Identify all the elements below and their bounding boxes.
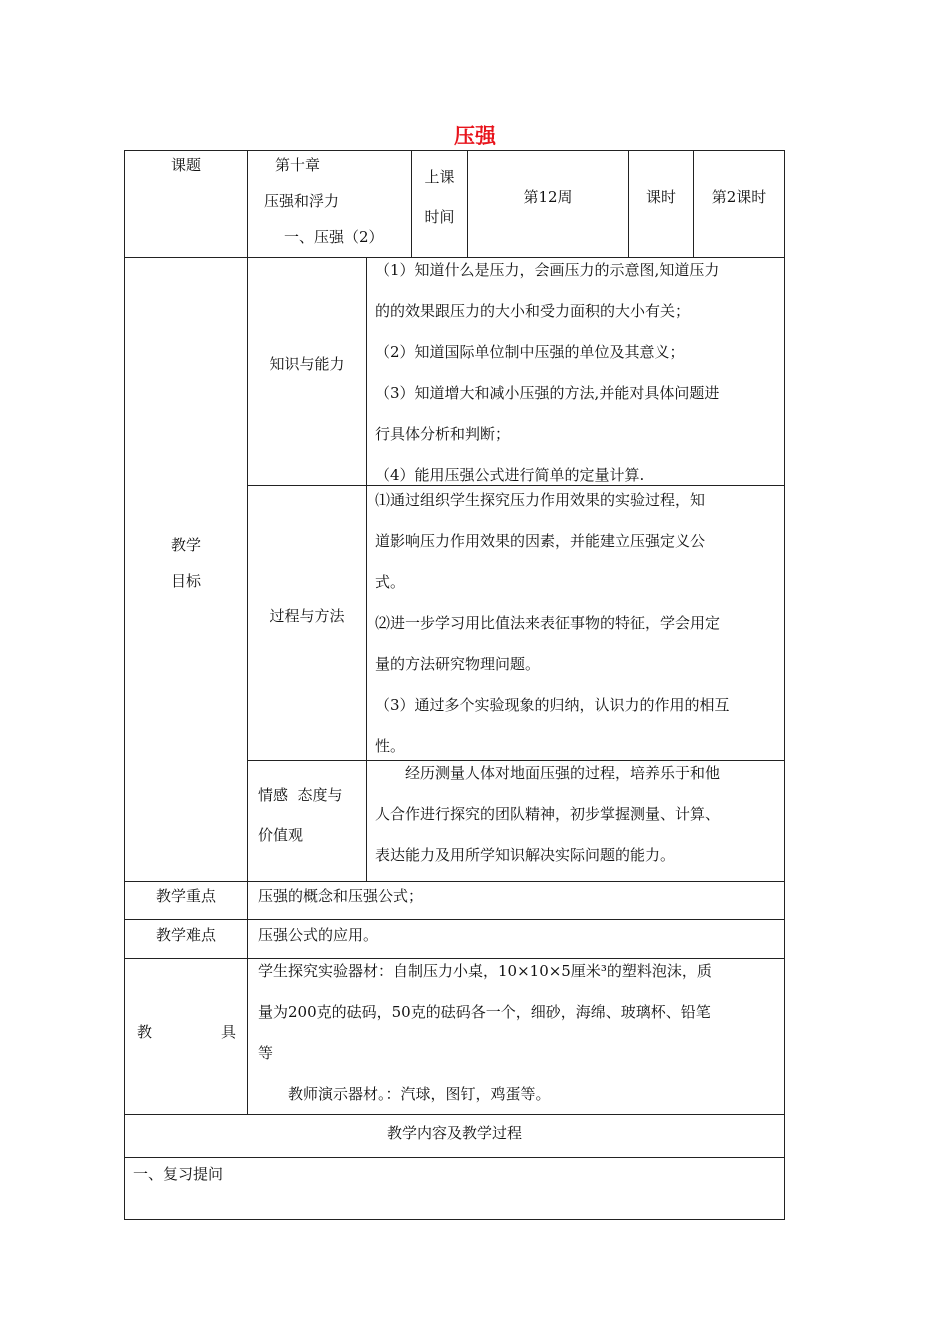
difficulty-value: 压强公式的应用。 — [258, 926, 379, 944]
emotion-content — [375, 753, 785, 876]
emotion-line-1: 经历测量人体对地面压强的过程，培养乐于和他 — [405, 764, 721, 782]
knowledge-line-6: （4）能用压强公式进行简单的定量计算. — [375, 466, 645, 484]
knowledge-content-cell — [366, 257, 785, 486]
key-point-value: 压强的概念和压强公式； — [258, 887, 424, 905]
page-title: 压强 — [454, 124, 496, 148]
subject-label-cell — [124, 150, 248, 258]
key-point-value-cell — [247, 881, 785, 920]
tools-label-cell — [124, 958, 248, 1115]
process-line-4: ⑵进一步学习用比值法来表征事物的特征，学会用定 — [375, 614, 721, 632]
tools-content — [258, 951, 784, 1115]
emotion-label-line-1: 情感 态度与 — [258, 786, 343, 804]
process-line-7: 性。 — [375, 737, 406, 755]
chapter-line-3: 一、压强（2） — [284, 228, 384, 246]
tools-line-4: 教师演示器材。：汽球，图钉，鸡蛋等。 — [288, 1085, 551, 1103]
process-line-3: 式。 — [375, 573, 406, 591]
process-content-cell — [366, 485, 785, 761]
key-point-label: 教学重点 — [155, 887, 216, 905]
objectives-label-line-2: 目标 — [170, 572, 201, 590]
tools-line-2: 量为200克的砝码，50克的砝码各一个，细砂，海绵、玻璃杯、铅笔 — [258, 1003, 711, 1021]
emotion-line-3: 表达能力及用所学知识解决实际问题的能力。 — [375, 846, 676, 864]
class-time-label-cell — [411, 150, 468, 258]
period-value-cell — [693, 150, 785, 258]
tools-content-cell — [247, 958, 785, 1115]
process-line-2: 道影响压力作用效果的因素，并能建立压强定义公 — [375, 532, 706, 550]
knowledge-line-3: （2）知道国际单位制中压强的单位及其意义； — [375, 343, 685, 361]
emotion-line-2: 人合作进行探究的团队精神，初步掌握测量、计算、 — [375, 805, 721, 823]
knowledge-line-2: 的的效果跟压力的大小和受力面积的大小有关； — [375, 302, 691, 320]
tools-label-right: 具 — [221, 1023, 237, 1041]
period-label: 课时 — [645, 188, 676, 206]
emotion-label-line-2: 价值观 — [258, 826, 304, 844]
subject-label: 课题 — [170, 156, 201, 174]
emotion-content-cell — [366, 760, 785, 882]
process-line-5: 量的方法研究物理问题。 — [375, 655, 541, 673]
review-cell — [124, 1157, 785, 1220]
class-time-label-line-1: 上课 — [424, 168, 455, 186]
process-content — [375, 480, 785, 767]
process-label-cell — [247, 485, 367, 761]
chapter-line-1: 第十章 — [275, 156, 321, 174]
chapter-line-2: 压强和浮力 — [264, 192, 340, 210]
content-header-cell — [124, 1114, 785, 1158]
key-point-label-cell — [124, 881, 248, 920]
knowledge-label-cell — [247, 257, 367, 486]
knowledge-line-5: 行具体分析和判断； — [375, 425, 511, 443]
tools-label-left: 教 — [137, 1023, 153, 1041]
knowledge-line-4: （3）知道增大和减小压强的方法,并能对具体问题进 — [375, 384, 720, 402]
chapter-cell — [247, 150, 412, 258]
emotion-label-cell — [247, 760, 367, 882]
process-label: 过程与方法 — [269, 607, 345, 625]
tools-line-1: 学生探究实验器材：自制压力小桌，10×10×5厘米³的塑料泡沫，质 — [258, 962, 712, 980]
tools-line-3: 等 — [258, 1044, 274, 1062]
knowledge-content — [375, 250, 785, 496]
knowledge-line-1: （1）知道什么是压力，会画压力的示意图,知道压力 — [375, 261, 720, 279]
objectives-label-line-1: 教学 — [170, 536, 201, 554]
period-label-cell — [628, 150, 694, 258]
process-line-1: ⑴通过组织学生探究压力作用效果的实验过程，知 — [375, 491, 706, 509]
objectives-label-cell — [124, 257, 248, 882]
difficulty-label-cell — [124, 919, 248, 959]
difficulty-label: 教学难点 — [155, 926, 216, 944]
knowledge-label: 知识与能力 — [269, 355, 345, 373]
week-cell — [467, 150, 629, 258]
process-line-6: （3）通过多个实验现象的归纳，认识力的作用的相互 — [375, 696, 730, 714]
class-time-label-line-2: 时间 — [424, 208, 455, 226]
review-heading: 一、复习提问 — [133, 1165, 224, 1183]
content-header: 教学内容及教学过程 — [386, 1124, 522, 1142]
week-value: 第12周 — [523, 188, 573, 206]
period-value: 第2课时 — [711, 188, 767, 206]
